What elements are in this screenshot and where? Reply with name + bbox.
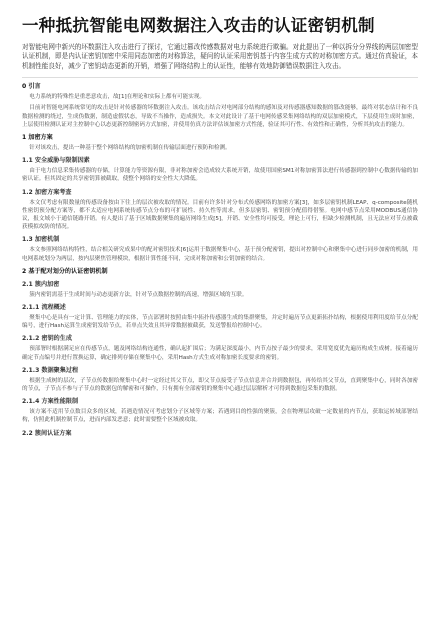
paragraph: 针对该攻击，提出一种基于整个网络结构的加密机制在传输层面进行预防和检测。: [29, 145, 231, 152]
section-heading: 2.1.1 流程概述: [22, 304, 66, 312]
abstract: 对智能电网中新兴的坏数据注入攻击进行了探讨，它通过篡改传感数据对电力系统进行欺骗。对此提出了一种以拆分分界线的两层加密型认证机制，即是内认证密钥加密中采用同态加密的对称算法，疑问的认证采用密钥基于内容生成方式的对称加密方式。通过仿真验证，本机制性能良好，减少了密钥动态更新的开销，增强了网络结构上的认证性，能够有效地防御错误数据注入攻击。: [22, 43, 418, 70]
section-heading: 2.2 簇间认证方案: [22, 429, 72, 437]
paragraph: 目前对智能电网系统常见的攻击是针对传感器的坏数据注入攻击。该攻击结合对电网部分结构的感知及对传感器感知数据的篡改能够，最终对状态估计和不良数据检测的绕过，生成伪数据，制造虚假状态，导致不当操作，造成损失。本文对此设计了基于电网传感采集网络结构的双层加密模式，下层使用生成时加密，上层使用检测认证对主控制中心以态更新控制密码方式加密，并使用仿真方法评估该加密方式性能，验证其可行性、有效性和正确性，分析其抗攻击的能力。: [22, 105, 418, 128]
section-heading: 1.2 加密方案考查: [22, 188, 72, 196]
section-heading: 1.3 加密机制: [22, 236, 60, 244]
section-heading: 2.1 簇内加密: [22, 280, 60, 288]
paragraph: 簇内密钥需基于生成时间与动态更新方法，针对节点数据控制的高速，增强区域的互联。: [29, 291, 248, 298]
document-body: [22, 82, 418, 437]
paragraph: 根据生成树的层次，子节点传数据给聚集中心时一定经过其父节点，即父节点接受子节点信息并合并到数据包，再传给其父节点，直到聚集中心，同时各加密的节点，子节点不参与子节点的数据包的解密和可操作，只有拥有全部密钥的聚集中心通过层层解析才可得到数据包采集的数据。: [22, 377, 418, 393]
paragraph: 由于电力信息采集传感器的存储，计算能力等资源有限，非对称加密会造成较大系统开销，故使用国密SM1对称加密算法进行传感器到控制中心数据传输的加密认证。但其固定的共享密钥算被截取，使整个网络的安全性大大降低。: [22, 168, 418, 183]
paragraph: 聚集中心是具有一定计算、管理能力的实体，节点部署时按照由集中拓扑传感器生成的集群聚集，并定时遍历节点更新拓扑结构，根据使用利用度给节点分配编号，进行Hash运算生成密钥发给节点，若单点失效且其异常数据被截获，发送警报给控制中心。: [22, 315, 418, 330]
paragraph: 电力系统的特殊性是重恶意攻击，故[1]在理论和实际上都有可能实现。: [29, 94, 206, 101]
document-title: 一种抵抗智能电网数据注入攻击的认证密钥机制: [22, 16, 375, 35]
paragraph: 本文仅考虑有限数量的传感设备按由下往上的层次被攻取的情况。目前有许多针对分布式传感网络的加密方案[3]，如多层密钥机制LEAP、q-composite随机性密钥预分配方案等，都不太适应电网系统传感节点分布的可扩展性、持久性等需求，但多层密钥、密钥预分配值得借鉴。电网中感节点采用MODBUS通信协议，报文域小于通信链路开销。有人提出了基于区域数据聚集的遍历网络生成[5]，开销、安全性均可接受，理论上可行，但缺少检测机制，且无法应对节点被截获模拟攻防的情况。: [22, 199, 418, 231]
section-heading: 2.1.4 方案性能限制: [22, 398, 79, 406]
section-heading: 0 引言: [22, 83, 41, 91]
section-heading: 2.1.3 数据聚集过程: [22, 366, 79, 374]
paragraph: 该方案不适用节点数目众多的区域，若遇造情况可考虑划分子区域等方案；若遇到目的性强的聚簇，会在物理层攻破一定数量的内节点，获取运转域部署结构，仿照此机制控制节点，进而内部发恶意；此时需要整个区域被攻取。: [22, 409, 418, 424]
paragraph: 预部署时根据满足应在传感节点，题及网络结构连通性，确认起扩围后；为满足深度最小，内节点按子最少的要求，采用宽度优先遍历构成生成树。接着遍历确定节点编号并进行置换运算，确定排列存储在聚集中心，采用Hash方式生成对称加密长度要求的密钥。: [22, 346, 418, 361]
divider: [22, 77, 418, 78]
paragraph: 本文参照网络结构特性，结合相关研究成果中的配对密钥技术[6]运用于数据聚集中心，基于预分配密钥，提出对控制中心和聚集中心进行同步加密的机制，用电网系统划分为两层，按内层聚焦管理模块，根据计算性能不同，完成对称加密和公钥加密的结合。: [22, 247, 418, 262]
section-heading: 1 加密方案: [22, 134, 53, 142]
section-heading: 2.1.2 密钥的生成: [22, 335, 72, 343]
section-heading: 2 基于配对划分的认证密钥机制: [22, 267, 108, 275]
section-heading: 1.1 安全威胁与限制因素: [22, 157, 90, 165]
